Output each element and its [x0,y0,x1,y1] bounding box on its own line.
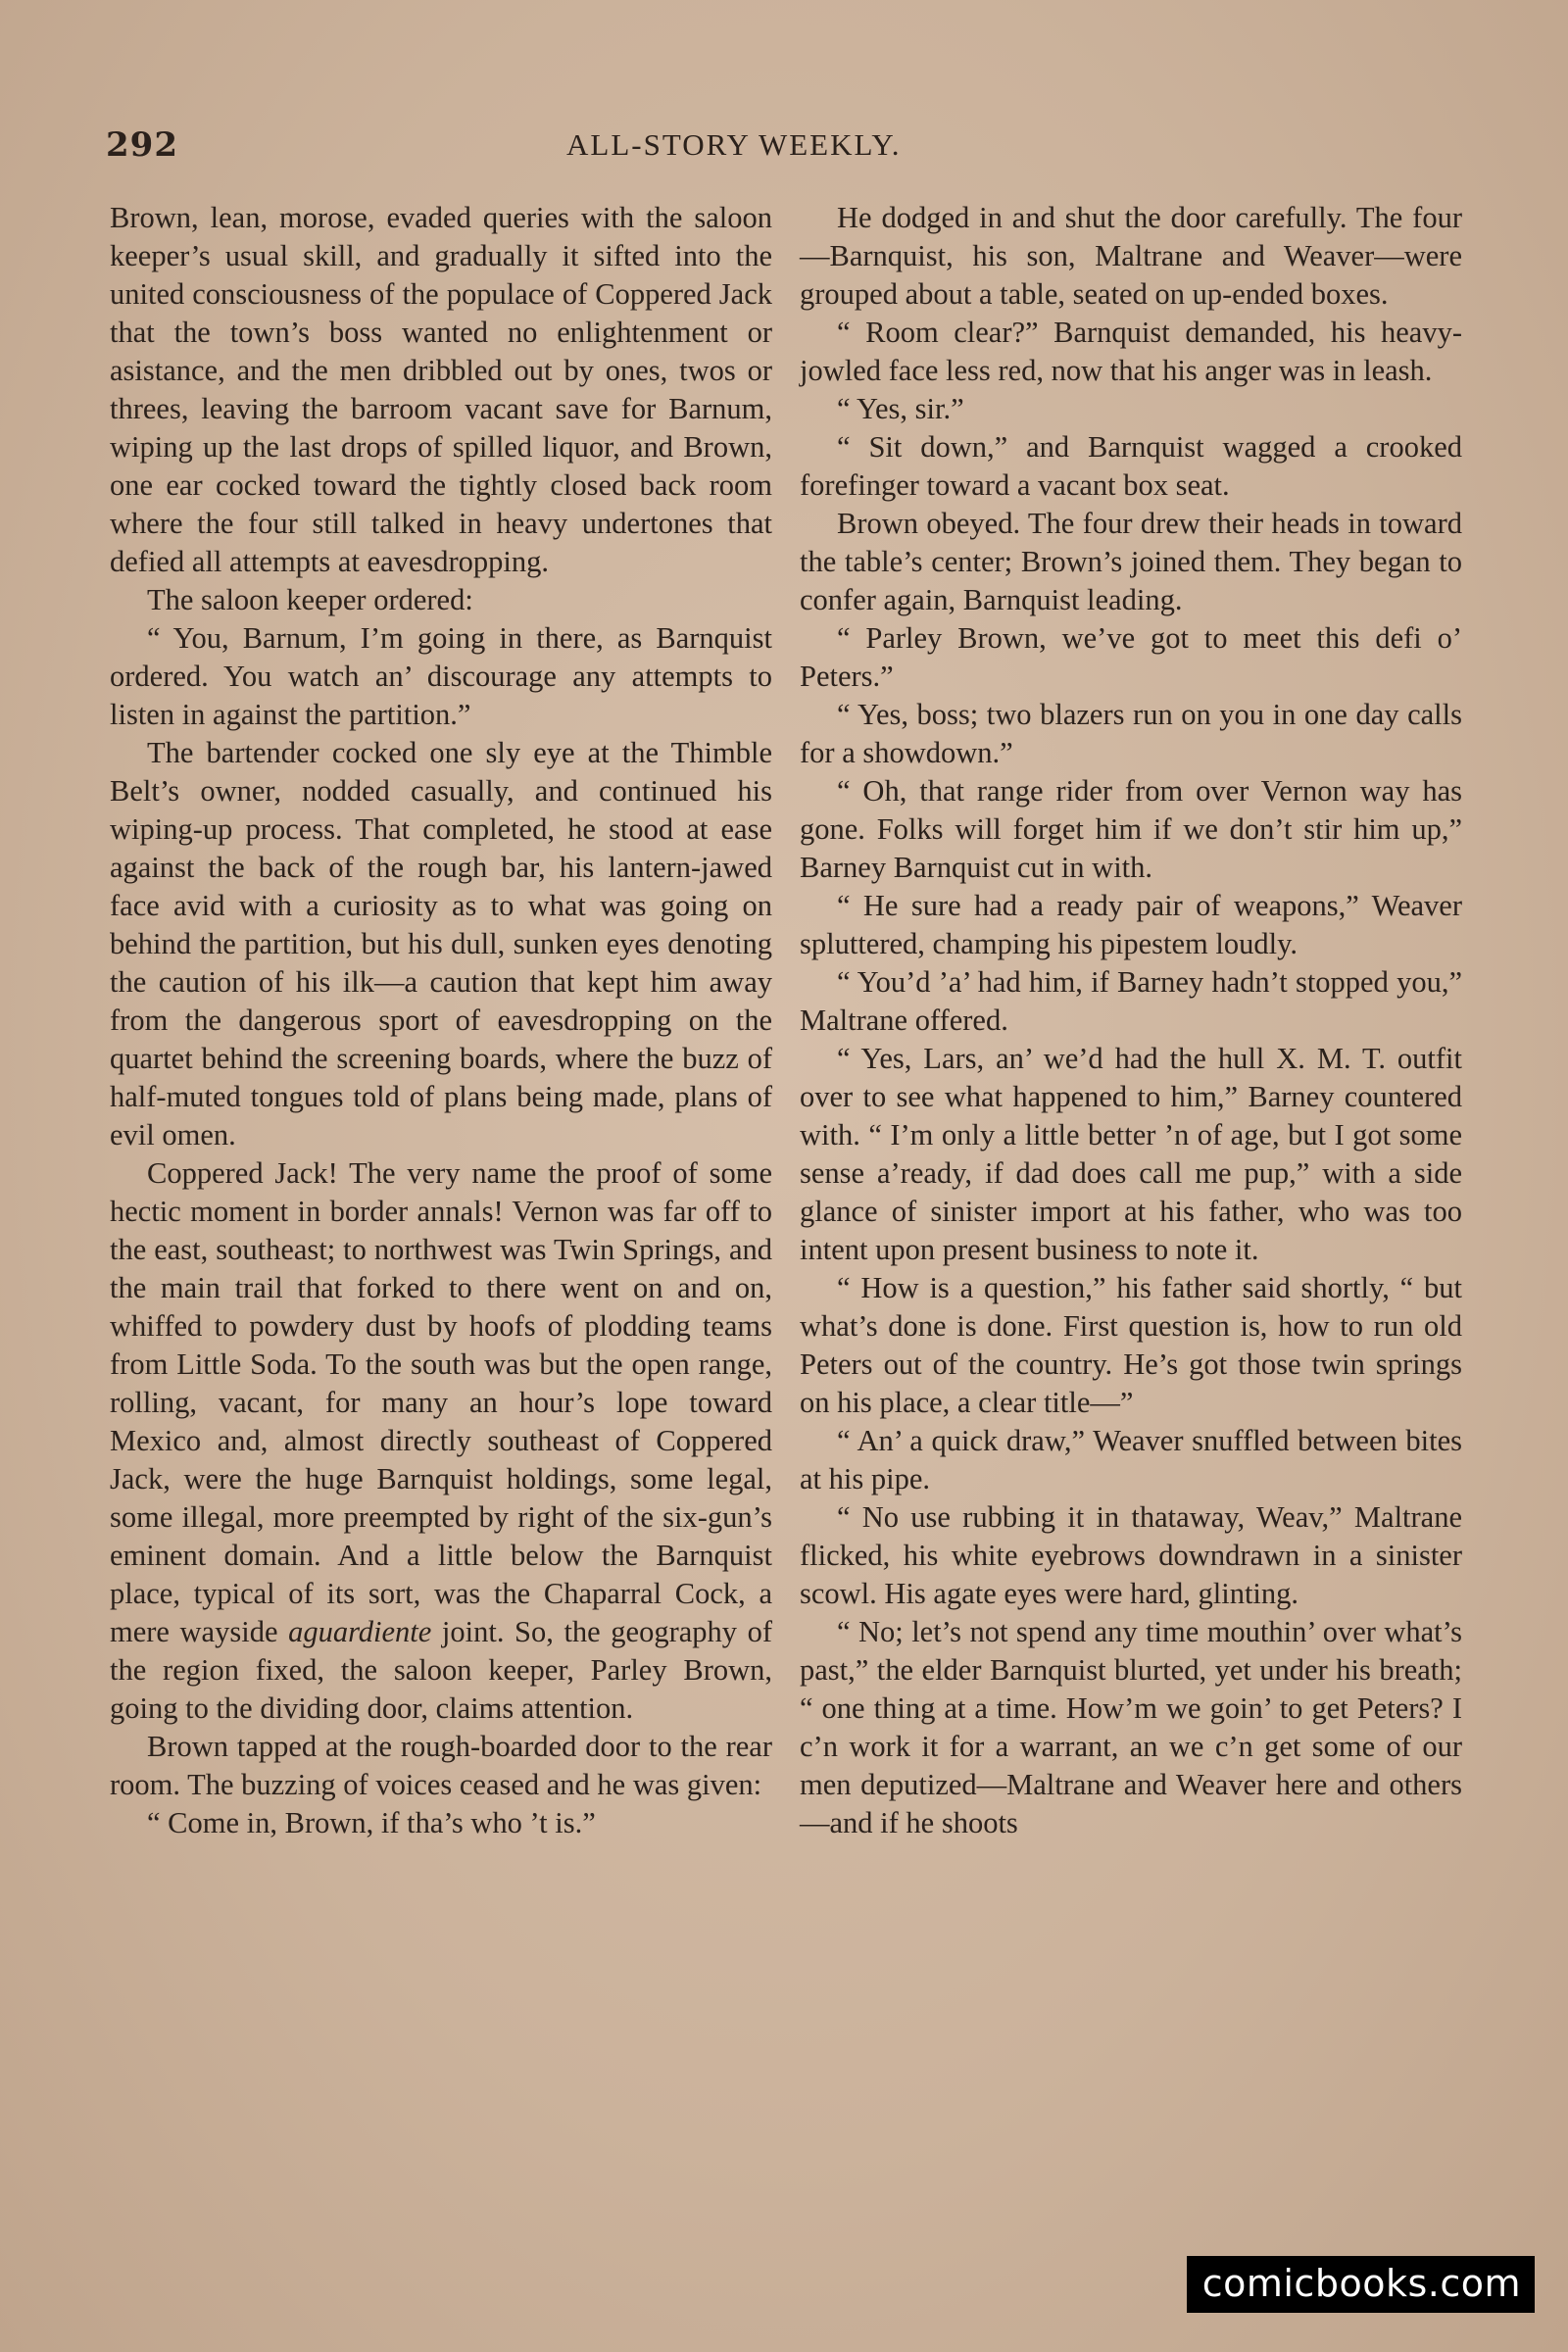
paragraph: He dodged in and shut the door carefully. The four—Barnquist, his son, Maltrane and Weaver—were grouped about a table, seated on up-ended boxes. [800,201,1462,311]
paragraph: Brown obeyed. The four drew their heads in toward the table’s center; Brown’s joined them. They began to confer again, Barnquist leading. [800,507,1462,616]
page-number: 292 [106,125,178,165]
paragraph-text: joint. So, the geography of the region fixed, the saloon keeper, Parley Brown, going to the dividing door, claims attention. [110,1615,772,1725]
paragraph: “ Come in, Brown, if tha’s who ’t is.” [147,1806,596,1839]
paragraph: Brown, lean, morose, evaded queries with the saloon keeper’s usual skill, and gradually it sifted into the united consciousness of the populace of Coppered Jack that the town’s boss wanted no enlightenment or asistance, and the men dribbled out by ones, twos or threes, leaving the barroom vacant save for Barnum, wiping up the last drops of spilled liquor, and Brown, one ear cocked toward the tightly closed back room where the four still talked in heavy undertones that defied all attempts at eavesdropping. [110,201,772,578]
paragraph: “ No; let’s not spend any time mouthin’ over what’s past,” the elder Barnquist blurted, yet under his breath; “ one thing at a time. How’m we goin’ to get Peters? I c’n work it for a warrant, an we c’n get some of our men deputized—Maltrane and Weaver here and others—and if he shoots [800,1615,1462,1839]
running-title: ALL-STORY WEEKLY. [566,127,902,162]
paragraph: “ No use rubbing it in thataway, Weav,” Maltrane flicked, his white eyebrows downdrawn in a sinister scowl. His agate eyes were hard, glinting. [800,1500,1462,1610]
paragraph [110,1154,772,1728]
paragraph: “ You, Barnum, I’m going in there, as Barnquist ordered. You watch an’ discourage any attempts to listen in against the partition.” [110,621,772,731]
paragraph: “ Yes, boss; two blazers run on you in one day calls for a showdown.” [800,698,1462,769]
left-column [110,199,772,1842]
paragraph: “ Yes, Lars, an’ we’d had the hull X. M. T. outfit over to see what happened to him,” Barney countered with. “ I’m only a little better ’n of age, but I got some sense a’ready, if dad does call me pup,” with a side glance of sinister import at his father, who was too intent upon present business to note it. [800,1042,1462,1266]
paragraph: “ How is a question,” his father said shortly, “ but what’s done is done. First question is, how to run old Peters out of the country. He’s got those twin springs on his place, a clear title—” [800,1271,1462,1419]
paragraph: “ Parley Brown, we’ve got to meet this defi o’ Peters.” [800,621,1462,693]
page-header [106,125,1458,174]
watermark-logo: comicbooks.com [1187,2256,1535,2313]
paragraph: “ You’d ’a’ had him, if Barney hadn’t stopped you,” Maltrane offered. [800,965,1462,1037]
paragraph: “ An’ a quick draw,” Weaver snuffled between bites at his pipe. [800,1424,1462,1495]
italic-word: aguardiente [288,1615,432,1648]
paragraph: “ He sure had a ready pair of weapons,” Weaver spluttered, champing his pipestem loudly. [800,889,1462,960]
paragraph: “ Sit down,” and Barnquist wagged a crooked forefinger toward a vacant box seat. [800,430,1462,502]
paragraph: The bartender cocked one sly eye at the Thimble Belt’s owner, nodded casually, and continued his wiping-up process. That completed, he stood at ease against the back of the rough bar, his lantern-jawed face avid with a curiosity as to what was going on behind the partition, but his dull, sunken eyes denoting the caution of his ilk—a caution that kept him away from the dangerous sport of eavesdropping on the quartet behind the screening boards, where the buzz of half-muted tongues told of plans being made, plans of evil omen. [110,736,772,1152]
paragraph: “ Oh, that range rider from over Vernon way has gone. Folks will forget him if we don’t stir him up,” Barney Barnquist cut in with. [800,774,1462,884]
paragraph: “ Room clear?” Barnquist demanded, his heavy-jowled face less red, now that his anger was in leash. [800,316,1462,387]
right-column [800,199,1462,1842]
paragraph: “ Yes, sir.” [837,392,964,425]
paragraph: The saloon keeper ordered: [147,583,473,616]
paragraph-text: Coppered Jack! The very name the proof of some hectic moment in border annals! Vernon was far off to the east, southeast; to northwest was Twin Springs, and the main trail that forked to there went on and on, whiffed to powdery dust by hoofs of plodding teams from Little Soda. To the south was but the open range, rolling, vacant, for many an hour’s lope toward Mexico and, almost directly southeast of Coppered Jack, were the huge Barnquist holdings, some legal, some illegal, more preempted by right of the six-gun’s eminent domain. And a little below the Barnquist place, typical of its sort, was the Chaparral Cock, a mere wayside [110,1156,772,1648]
paragraph: Brown tapped at the rough-boarded door to the rear room. The buzzing of voices ceased and he was given: [110,1730,772,1801]
